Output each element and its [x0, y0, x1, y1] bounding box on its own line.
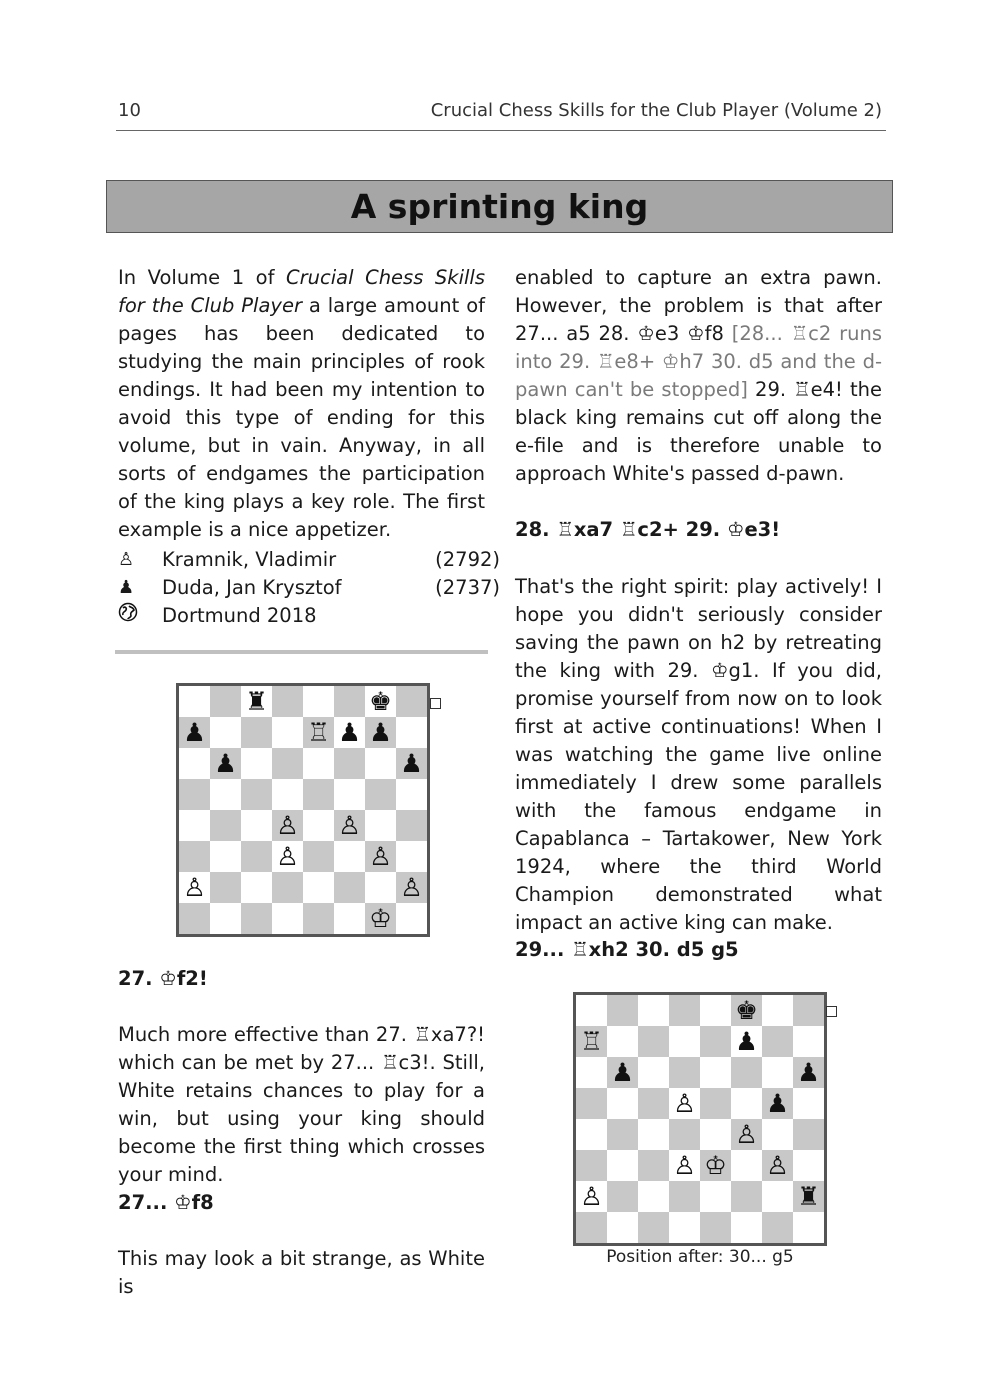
black-pawn-piece: ♟ [611, 1057, 634, 1088]
white-pawn-piece: ♙ [276, 810, 299, 841]
player-rating: (2792) [435, 548, 500, 571]
board-square [241, 717, 272, 748]
board-square [272, 872, 303, 903]
white-rook-piece: ♖ [307, 717, 330, 748]
board-square [638, 1119, 669, 1150]
board-square [334, 779, 365, 810]
board-square [241, 810, 272, 841]
board-square [700, 1212, 731, 1243]
black-pawn-piece: ♟ [369, 717, 392, 748]
player-rating: (2737) [435, 576, 500, 599]
board-square [396, 903, 427, 934]
board-square [700, 1057, 731, 1088]
board-square [396, 841, 427, 872]
board-square [334, 686, 365, 717]
board-square [762, 1057, 793, 1088]
right-para-1b: 29. ♖e4! the black king remains cut off along the e-file and is therefore unable to approach White's passed d-pawn. [515, 378, 882, 485]
board-square [396, 717, 427, 748]
page-number: 10 [118, 100, 141, 121]
black-pawn-piece: ♟ [400, 748, 423, 779]
right-para-2-text: That's the right spirit: play actively! I hope you didn't seriously consider saving the pawn on h2 by retreating the king with 29. ♔g1. If you did, promise yourself from now on to look first at active continuations! When I was watching the game live online immediately I drew some parallels with the famous endgame in Capablanca – Tartakower, New York 1924, where the third World Champion demonstrated what impact an active king can make. [515, 575, 882, 934]
board-square [396, 779, 427, 810]
white-player-icon: ♙ [118, 549, 135, 570]
paragraph-27 [118, 1021, 485, 1189]
board-square [669, 1119, 700, 1150]
black-pawn-piece: ♟ [214, 748, 237, 779]
board-square [731, 1150, 762, 1181]
board-square [210, 903, 241, 934]
board-square [365, 748, 396, 779]
white-pawn-piece: ♙ [369, 841, 392, 872]
board-square [241, 872, 272, 903]
variation-gray: [28... ♖c2 runs into 29. ♖e8+ ♔h7 30. d5 and the d-pawn can't be stopped] [515, 322, 883, 401]
diagram-caption: Position after: 30... g5 [606, 1247, 794, 1267]
board-square [272, 779, 303, 810]
chess-diagram-1 [176, 683, 430, 937]
board-square [607, 1150, 638, 1181]
board-square [700, 995, 731, 1026]
move-28: 28. ♖xa7 ♖c2+ 29. ♔e3! [515, 518, 781, 541]
black-pawn-piece: ♟ [797, 1057, 820, 1088]
board-square [365, 779, 396, 810]
board-square [669, 1057, 700, 1088]
board-square [334, 748, 365, 779]
board-square [334, 841, 365, 872]
board-square [793, 1119, 824, 1150]
move-27: 27. ♔f2! [118, 967, 208, 990]
black-pawn-piece: ♟ [183, 717, 206, 748]
board-square [179, 748, 210, 779]
board-square [638, 1026, 669, 1057]
board-square [241, 748, 272, 779]
black-rook-piece: ♜ [245, 686, 268, 717]
board-square [576, 995, 607, 1026]
board-square [576, 1057, 607, 1088]
board-square [210, 872, 241, 903]
board-square [638, 1150, 669, 1181]
paragraph-27-text: Much more effective than 27. ♖xa7?! which can be met by 27... ♖c3!. Still, White retains chances to play for a win, but using your king should become the first thing which crosses your mind. [118, 1023, 485, 1186]
board-square [762, 1119, 793, 1150]
board-square [210, 686, 241, 717]
board-square [607, 995, 638, 1026]
board-square [272, 717, 303, 748]
event-name: Dortmund 2018 [162, 604, 317, 627]
board-square [272, 748, 303, 779]
board-1-svg [179, 686, 427, 934]
board-square [731, 1057, 762, 1088]
white-pawn-piece: ♙ [673, 1088, 696, 1119]
board-square [365, 872, 396, 903]
board-square [669, 995, 700, 1026]
board-square [638, 1181, 669, 1212]
board-square [179, 779, 210, 810]
board-square [303, 872, 334, 903]
board-square [669, 1212, 700, 1243]
board-square [607, 1181, 638, 1212]
board-square [700, 1119, 731, 1150]
board-square [638, 1057, 669, 1088]
board-square [576, 1088, 607, 1119]
board-square [793, 1150, 824, 1181]
white-pawn-piece: ♙ [580, 1181, 603, 1212]
player-row-black [118, 574, 500, 602]
board-square [272, 903, 303, 934]
chess-diagram-2 [573, 992, 827, 1246]
board-square [210, 717, 241, 748]
board-square [241, 841, 272, 872]
globe-icon [118, 602, 162, 631]
board-2-svg [576, 995, 824, 1243]
white-pawn-piece: ♙ [276, 841, 299, 872]
black-king-piece: ♚ [735, 995, 758, 1026]
black-pawn-piece: ♟ [338, 717, 361, 748]
black-king-piece: ♚ [369, 686, 392, 717]
board-square [607, 1119, 638, 1150]
board-square [762, 1181, 793, 1212]
white-king-piece: ♔ [369, 903, 392, 934]
running-header-title: Crucial Chess Skills for the Club Player (Volume 2) [430, 100, 882, 121]
board-square [638, 995, 669, 1026]
intro-text-2: a large amount of pages has been dedicated to studying the main principles of rook endings. It had been my intention to avoid this type of ending for this volume, but in vain. Anyway, in all sorts of endgames the participation of the king plays a key role. The first example is a nice appetizer. [118, 294, 485, 541]
board-square [793, 1212, 824, 1243]
board-square [241, 779, 272, 810]
board-square [793, 1088, 824, 1119]
white-pawn-piece: ♙ [338, 810, 361, 841]
black-rook-piece: ♜ [797, 1181, 820, 1212]
white-pawn-piece: ♙ [766, 1150, 789, 1181]
board-square [607, 1212, 638, 1243]
side-to-move-indicator [826, 1006, 837, 1017]
board-square [365, 810, 396, 841]
board-square [241, 903, 272, 934]
board-square [179, 841, 210, 872]
right-para-1a: enabled to capture an extra pawn. However, the problem is that after 27... a5 28. ♔e3 ♔f8 [515, 266, 882, 345]
paragraph-27b-text: This may look a bit strange, as White is [118, 1247, 485, 1298]
intro-paragraph [118, 264, 485, 544]
player-name: Kramnik, Vladimir [162, 548, 337, 571]
players-list [118, 546, 500, 630]
board-square [700, 1026, 731, 1057]
intro-text-1: In Volume 1 of [118, 266, 287, 289]
board-square [396, 810, 427, 841]
event-row [118, 602, 500, 630]
black-pawn-piece: ♟ [735, 1026, 758, 1057]
board-square [179, 686, 210, 717]
board-square [638, 1212, 669, 1243]
book-title-italic: Crucial Chess Skills for the Club Player [118, 266, 485, 317]
paragraph-27b [118, 1245, 485, 1301]
white-pawn-piece: ♙ [673, 1150, 696, 1181]
black-pawn-piece: ♟ [766, 1088, 789, 1119]
board-square [210, 841, 241, 872]
side-to-move-indicator [430, 698, 441, 709]
board-square [272, 686, 303, 717]
board-square [303, 841, 334, 872]
chapter-title: A sprinting king [350, 187, 649, 226]
move-27b: 27... ♔f8 [118, 1191, 214, 1214]
white-pawn-piece: ♙ [400, 872, 423, 903]
board-square [303, 810, 334, 841]
white-king-piece: ♔ [704, 1150, 727, 1181]
board-square [179, 810, 210, 841]
board-square [334, 872, 365, 903]
board-square [303, 779, 334, 810]
white-rook-piece: ♖ [580, 1026, 603, 1057]
move-29: 29... ♖xh2 30. d5 g5 [515, 938, 739, 961]
separator-bar [115, 650, 488, 654]
board-square [210, 779, 241, 810]
black-player-icon: ♟ [118, 577, 135, 598]
board-square [793, 995, 824, 1026]
board-square [303, 748, 334, 779]
board-square [303, 686, 334, 717]
white-pawn-piece: ♙ [735, 1119, 758, 1150]
player-name: Duda, Jan Krysztof [162, 576, 342, 599]
right-paragraph-1 [515, 264, 882, 488]
board-square [669, 1026, 700, 1057]
white-pawn-piece: ♙ [183, 872, 206, 903]
board-square [576, 1150, 607, 1181]
board-square [731, 1088, 762, 1119]
board-square [210, 810, 241, 841]
board-square [576, 1119, 607, 1150]
board-square [669, 1181, 700, 1212]
board-square [576, 1212, 607, 1243]
board-square [731, 1212, 762, 1243]
board-square [607, 1088, 638, 1119]
board-square [762, 995, 793, 1026]
board-square [731, 1181, 762, 1212]
board-square [700, 1088, 731, 1119]
board-square [396, 686, 427, 717]
header-rule [116, 130, 886, 131]
chapter-title-band [106, 180, 893, 233]
board-square [334, 903, 365, 934]
board-square [762, 1026, 793, 1057]
player-row-white [118, 546, 500, 574]
board-square [607, 1026, 638, 1057]
right-paragraph-2 [515, 573, 882, 937]
board-square [303, 903, 334, 934]
board-square [762, 1212, 793, 1243]
board-square [700, 1181, 731, 1212]
board-square [179, 903, 210, 934]
board-square [638, 1088, 669, 1119]
board-square [793, 1026, 824, 1057]
